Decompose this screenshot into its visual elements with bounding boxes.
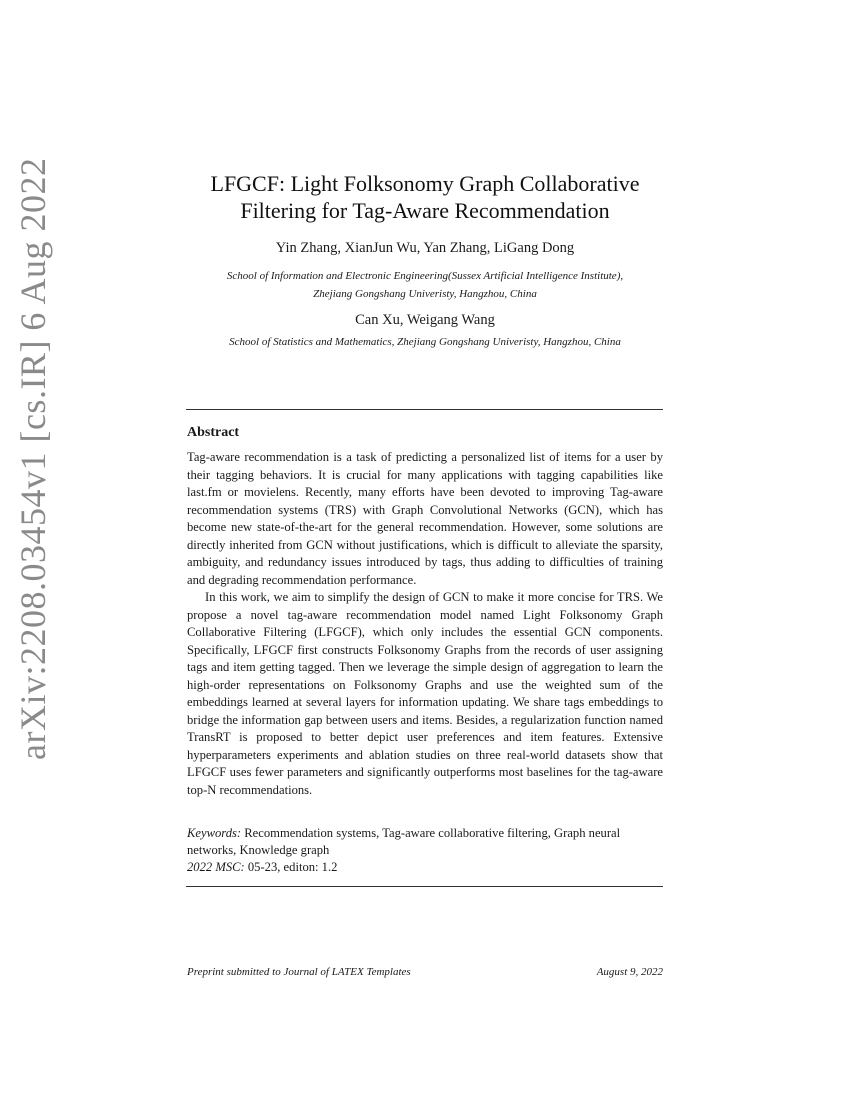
abstract-body [187,449,663,799]
abstract-paragraph-1: Tag-aware recommendation is a task of predicting a personalized list of items for a user by their tagging behaviors. It is crucial for many applications with tagging capabilities like last.fm or movielens. Recently, many efforts have been devoted to improving Tag-aware recommendation systems (TRS) with Graph Convolutional Networks (GCN), which has become new state-of-the-art for the general recommendation. However, some solutions are directly inherited from GCN without justifications, which is difficult to alleviate the sparsity, ambiguity, and redundancy issues introduced by tags, thus adding to difficulties of training and degrading recommendation performance. [187,450,663,587]
abstract-paragraph-2: In this work, we aim to simplify the design of GCN to make it more concise for TRS. We propose a novel tag-aware recommendation model named Light Folksonomy Graph Collaborative Filtering (LFGCF), which only includes the essential GCN components. Specifically, LFGCF first constructs Folksonomy Graphs from the records of user assigning tags and item getting tagged. Then we leverage the simple design of aggregation to learn the high-order representations on Folksonomy Graphs and use the weighted sum of the embeddings learned at several layers for information updating. We share tags embeddings to bridge the information gap between users and items. Besides, a regularization function named TransRT is proposed to better depict user preferences and item features. Extensive hyperparameters experiments and ablation studies on three real-world datasets show that LFGCF uses fewer parameters and significantly outperforms most baselines for the tag-aware top-N recommendations. [187,590,663,797]
affiliation-2: School of Statistics and Mathematics, Zhejiang Gongshang Univeristy, Hangzhou, China [229,336,621,348]
preprint-note: Preprint submitted to Journal of LATEX Templates [187,966,411,978]
keywords-line [187,825,663,859]
affiliation-1 [170,267,680,303]
keywords-text: Recommendation systems, Tag-aware collaborative filtering, Graph neural networks, Knowledge graph [187,826,621,857]
affiliation-1-line-2: Zhejiang Gongshang Univeristy, Hangzhou, China [313,288,537,300]
abstract-heading: Abstract [187,425,240,440]
title-line-1: LFGCF: Light Folksonomy Graph Collaborative [210,171,640,196]
preprint-date: August 9, 2022 [596,966,663,978]
abstract-bottom-rule [186,886,663,887]
keywords-block [187,825,663,876]
keywords-label: Keywords: [187,826,242,840]
author-list-1: Yin Zhang, XianJun Wu, Yan Zhang, LiGang Dong [275,240,575,256]
msc-value: 05-23, editon: 1.2 [247,860,338,874]
arxiv-identifier-stamp: arXiv:2208.03454v1 [cs.IR] 6 Aug 2022 [13,157,53,760]
author-list-2: Can Xu, Weigang Wang [355,312,495,328]
msc-label: 2022 MSC: [187,860,245,874]
title-line-2: Filtering for Tag-Aware Recommendation [240,198,610,223]
abstract-top-rule [186,409,663,410]
msc-line [187,859,663,876]
affiliation-1-line-1: School of Information and Electronic Engineering(Sussex Artificial Intelligence Institute), [226,270,624,282]
paper-title [150,170,700,224]
